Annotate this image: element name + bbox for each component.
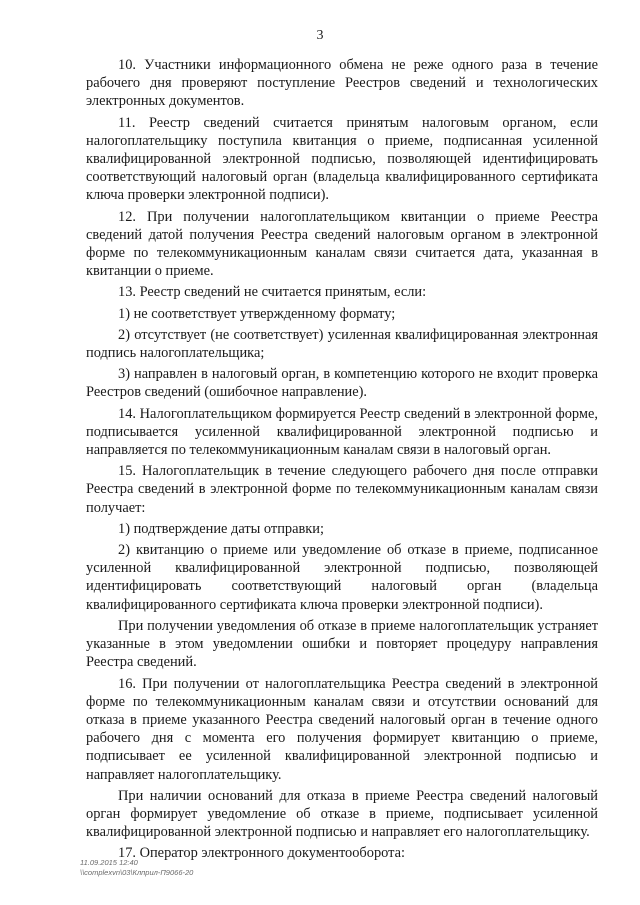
document-body (86, 56, 598, 863)
paragraph-17: 17. Оператор электронного документооборота: (118, 845, 406, 862)
paragraph-13-item-3: 3) направлен в налоговый орган, в компетенцию которого не входит проверка Реестров сведений (ошибочное направление). (86, 366, 598, 401)
footer-timestamp: 11.09.2015 12:40 (80, 858, 138, 867)
paragraph-16-note: При наличии оснований для отказа в приеме Реестра сведений налоговый орган формирует уведомление об отказе в приеме, подписывает усиленной квалифицированной электронной подписью и направляет его налогоплательщику. (86, 787, 598, 841)
paragraph-13-item-1: 1) не соответствует утвержденному формату; (118, 305, 396, 322)
footer-stamp (80, 858, 193, 878)
paragraph-11: 11. Реестр сведений считается принятым налоговым органом, если налогоплательщику поступила квитанция о приеме, подписанная усиленной квалифицированной электронной подписью, позволяющей идентифицировать соответствующий налоговый орган (владельца квалифицированного сертификата ключа проверки электронной подписи). (86, 114, 598, 204)
paragraph-14: 14. Налогоплательщиком формируется Реестр сведений в электронной форме, подписывается усиленной квалифицированной электронной подписью и направляется по телекоммуникационным каналам связи в налоговый орган. (86, 405, 598, 459)
paragraph-15-item-1: 1) подтверждение даты отправки; (118, 520, 324, 537)
paragraph-15-item-2: 2) квитанцию о приеме или уведомление об отказе в приеме, подписанное усиленной квалифицированной электронной подписью, позволяющей идентифицировать соответствующий налоговый орган (владельца квалифицированного сертификата ключа проверки электронной подписи). (86, 542, 598, 613)
footer-file-path: \\complexvn\03\Клприл-П9066-20 (80, 868, 194, 877)
paragraph-12: 12. При получении налогоплательщиком квитанции о приеме Реестра сведений датой получения Реестра сведений налоговым органом в электронной форме по телекоммуникационным каналам связи считается дата, указанная в квитанции о приеме. (86, 208, 598, 280)
paragraph-10: 10. Участники информационного обмена не реже одного раза в течение рабочего дня проверяют поступление Реестров сведений и технологических электронных документов. (86, 57, 598, 110)
paragraph-13: 13. Реестр сведений не считается принятым, если: (118, 284, 427, 301)
page-number: 3 (316, 28, 324, 43)
paragraph-15: 15. Налогоплательщик в течение следующего рабочего дня после отправки Реестра сведений в электронной форме по телекоммуникационным каналам связи получает: (86, 463, 598, 516)
paragraph-16: 16. При получении от налогоплательщика Реестра сведений в электронной форме по телекоммуникационным каналам связи и отсутствии оснований для отказа в приеме указанного Реестра сведений налоговый орган в течение одного рабочего дня с момента его получения формирует квитанцию о приеме, подписывает ее усиленной квалифицированной электронной подписью и направляет налогоплательщику. (86, 675, 598, 783)
paragraph-15-note: При получении уведомления об отказе в приеме налогоплательщик устраняет указанные в этом уведомлении ошибки и повторяет процедуру направления Реестра сведений. (86, 617, 598, 671)
paragraph-13-item-2: 2) отсутствует (не соответствует) усиленная квалифицированная электронная подпись налогоплательщика; (86, 326, 598, 362)
